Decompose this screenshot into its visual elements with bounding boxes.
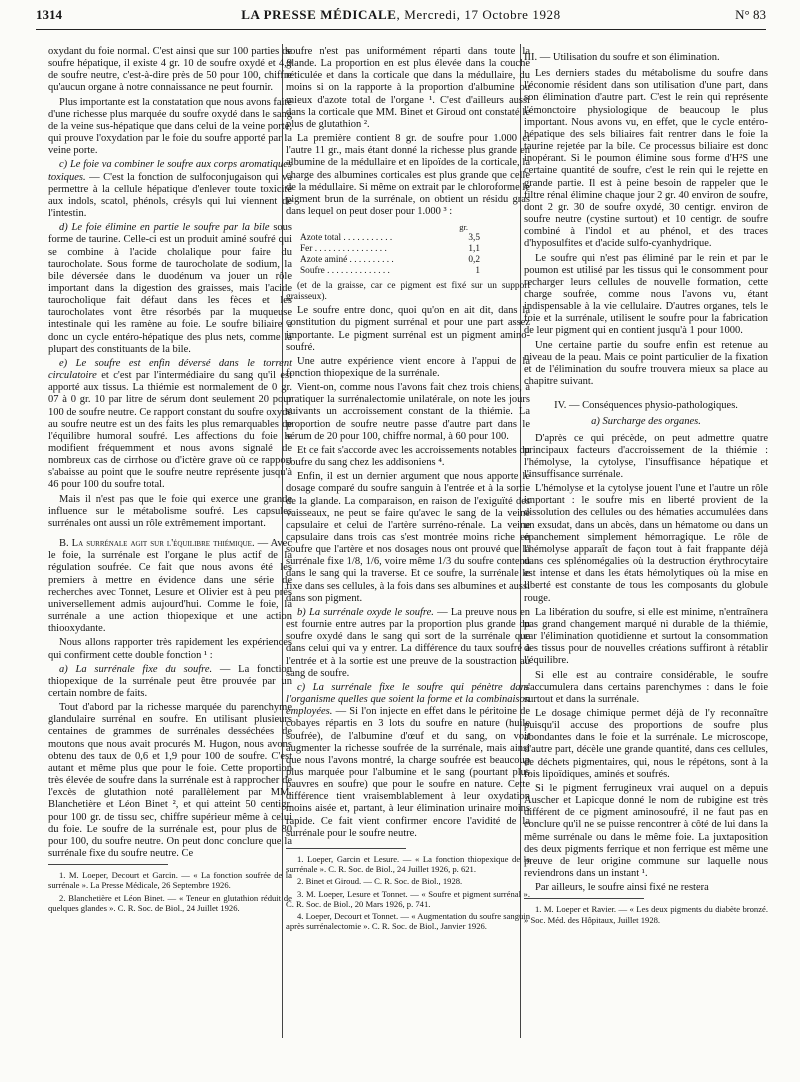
table-value: 0,2 [468, 255, 480, 266]
paragraph: Le soufre entre donc, quoi qu'on en ait dit, dans la constitution du pigment surrénal et pour une part assez importante. Le pigment surrénal est un pigment amino-soufré. [286, 305, 530, 353]
section-heading-4: IV. — Conséquences physio-pathologiques. [554, 400, 738, 412]
item-heading: Le foie élimine en partie le soufre par la bile [71, 222, 270, 234]
table-row [300, 244, 480, 255]
paragraph: Une certaine partie du soufre enfin est retenue au niveau de la peau. Mais ce point particulier de la fixation et de l'élimination du soufre trouvera mieux sa place au chapitre suivant. [524, 339, 768, 388]
journal-title-line [36, 7, 766, 23]
paragraph: Plus importante est la constatation que nous avons faite d'une richesse plus marquée du soufre oxydé dans le sang de la veine sus-hépatique que dans celui de la veine porte, qui prouve l'oxydation par le foie du soufre apporté par la veine porte. [48, 96, 292, 157]
footnote-rule [48, 864, 168, 865]
journal-title: LA PRESSE MÉDICALE [241, 7, 397, 22]
page-header [36, 7, 766, 31]
table-unit: gr. [459, 222, 468, 233]
footnote: 1. M. Loeper et Ravier. — « Les deux pigments du diabète bronzé. » Soc. Méd. des Hôpitaux, Juillet 1928. [524, 904, 768, 925]
column-2 [286, 46, 530, 933]
item-label: e) [59, 357, 68, 369]
item-heading: La surrénale fixe le soufre qui pénètre dans l'organisme quelles que soient la forme et la combinaison employées. [286, 681, 531, 718]
page-number: 1314 [36, 7, 62, 22]
subsection-heading: a) Surcharge des organes. [591, 416, 701, 428]
item-label: b) [297, 606, 306, 618]
item-text: — La preuve nous en est fournie entre autres par la proportion plus grande du soufre oxydé dans le sang qui sort de la surrénale que dans celui qui va y entrer. La différence du taux soufré à l'entrée et à la sortie est une preuve de la soustraction au sang de soufre. [286, 606, 530, 679]
paragraph: Mais il n'est pas que le foie qui exerce une grande influence sur le métabolisme soufré. Les capsules surrénales ont aussi un rôle extrêmement important. [48, 493, 292, 529]
footnote: 4. Loeper, Decourt et Tonnet. — « Augmentation du soufre sanguin après surrénalectomie ». C. R. Soc. de Biol., Janvier 1926. [286, 910, 530, 932]
footnote: 2. Blanchetière et Léon Binet. — « Teneur en glutathion réduit de quelques glandes ». C. R. Soc. de Biol., 24 Juillet 1926. [48, 892, 292, 913]
table-label: Azote aminé . . . . . . . . . . [300, 255, 394, 266]
footnote: 2. Binet et Giroud. — C. R. Soc. de Biol., 1928. [297, 876, 463, 887]
paragraph: Nous allons rapporter très rapidement les expériences qui confirment cette double fonction ¹ : [48, 637, 292, 661]
table-note: (et de la graisse, car ce pigment est fixé sur un support graisseux). [286, 281, 530, 303]
issue-number: N° 83 [735, 7, 766, 22]
paragraph: Si le pigment ferrugineux vrai auquel on a depuis Auscher et Lapicque donné le nom de rubigine est très différent de ce pigment aminosoufré, il ne faut pas en conclure qu'il ne se puisse rencontrer à côté de lui dans la même surrénale ou dans le même foie. La juxtaposition des deux pigments ferrique et non ferrique est même une preuve de leur origine commune sur laquelle nous reviendrons dans un instant ¹. [524, 782, 768, 879]
paragraph: Par ailleurs, le soufre ainsi fixé ne restera [535, 882, 709, 894]
item-heading: La surrénale fixe du soufre. [75, 663, 213, 675]
paragraph: soufre n'est pas uniformément réparti dans toute la glande. La proportion en est plus élevée dans la couche réticulée et dans la corticale que dans la médullaire, du moins si on la rapporte à la proportion d'albumine ou mieux d'azote total de l'organe ¹. C'est d'ailleurs aussi dans la corticale que MM. Binet et Giroud ont constaté le plus de glutathion ². [286, 46, 530, 130]
item-heading: Le foie va combiner le soufre aux corps aromatiques toxiques. [48, 159, 293, 183]
table-label: Soufre . . . . . . . . . . . . . . [300, 266, 390, 277]
paragraph [48, 358, 292, 492]
footnote: 1. M. Loeper, Decourt et Garcin. — « La fonction soufrée de la surrénale ». La Presse Médicale, 26 Septembre 1926. [48, 870, 292, 891]
paragraph [286, 682, 530, 840]
paragraph: La libération du soufre, si elle est minime, n'entraînera pas grand changement marqué ni durable de la thiémie, car l'élimination quotidienne et surtout la consommation des tissus pour de nouvelles créations suffiront à rétablir l'équilibre. [524, 606, 768, 667]
paragraph: Le dosage chimique permet déjà de l'y reconnaître puisqu'il accuse des proportions de soufre plus abondantes dans le foie et la surrénale. Le microscope, d'autre part, décèle une grande quantité, dans ces cellules, de déchets pigmentaires, qui, nous le répétons, sont à la fois lipoïdiques, aminés et soufrés. [524, 707, 768, 780]
column-3 [524, 46, 768, 927]
table-label: Fer . . . . . . . . . . . . . . . . [300, 244, 387, 255]
paragraph: Vient-on, comme nous l'avons fait chez trois chiens, à pratiquer la surrénalectomie unilatérale, on note les jours suivants un accroissement constant de la thiémie. La proportion de soufre neutre passe d'autre part dans le sérum de 20 pour 100, chiffre normal, à 60 pour 100. [286, 382, 530, 442]
paragraph: D'après ce qui précède, on peut admettre quatre principaux facteurs d'accroissement de la thiémie : l'hémolyse, la cytolyse, l'insuffisance hépatique et l'insuffisance surrénale. [524, 432, 768, 480]
footnote: 1. Loeper, Garcin et Lesure. — « La fonction thiopexique de la surrénale ». C. R. Soc. de Biol., 24 Juillet 1926, p. 621. [286, 853, 530, 875]
paragraph: Le soufre qui n'est pas éliminé par le rein et par le poumon est utilisé par les tissus qui le consomment pour recharger leurs cellules de nouvelle formation, cette charge soufrée, comme nous l'avons vu, étant indispensable à la vie cellulaire. D'autres organes, tels le foie et la surrénale, utilisent le soufre pour la fabrication de leur pigment qui en contient jusqu'à 1 pour 1000. [524, 252, 768, 337]
table-value: 3,5 [468, 233, 480, 244]
paragraph: Enfin, il est un dernier argument que nous apporte le dosage comparé du soufre sanguin à l'entrée et à la sortie de la glande. La comparaison, en raison de l'exiguïté des vaisseaux, ne peut se faire qu'avec le sang de la veine capsulaire et celui de l'artère surréno-rénale. La veine capsulaire dans trois cas s'est montrée moins riche en soufre que l'artère et nos dosages nous ont prouvé que la surrénale fixe 1/8, 1/6, voire même 1/3 du soufre contenu dans le sang qui la traverse. Et ce soufre, la surrénale le fixe dans ses cellules, à la fois dans ses albumines et aussi dans son pigment. [286, 471, 530, 604]
paragraph [286, 607, 530, 680]
item-text: et c'est par l'intermédiaire du sang qu'il est apporté aux tissus. La thiémie est normalement de 0 gr. 07 à 0 gr. 10 par litre de sérum dont seulement 20 pour 100 de soufre neutre. Ce rapport constant du soufre oxydé au soufre neutre est un des faits les plus remarquables de l'équilibre humoral soufré. Les affections du foie le modifient fréquemment et nous avons signalé de nombreux cas de cirrhose ou d'ictère grave où ce rapport s'abaisse au point que le soufre neutre représente jusqu'à 46 pour 100 du soufre total. [48, 370, 292, 491]
section-heading: B. La surrénale agit sur l'équilibre thiémique. [59, 538, 255, 550]
paragraph: La première contient 8 gr. de soufre pour 1.000 et l'autre 11 gr., mais étant donné la richesse plus grande en albumine de la médullaire et en lipoïdes de la corticale, la charge des albumines corticales est plus grande que celle de la médullaire. Si même on extrait par le chloroforme le pigment brun de la surrénale, on obtient un résidu gras dans lequel on peut doser pour 1.000 ³ : [286, 133, 530, 218]
paragraph: Si elle est au contraire considérable, le soufre s'accumulera dans certains parenchymes : dans le foie surtout et dans la surrénale. [524, 669, 768, 705]
table-row [300, 266, 480, 277]
item-text: — Si l'on injecte en effet dans le péritoine de cobayes répartis en 3 lots du soufre en nature (huile soufrée), de l'albumine d'œuf et du sang, on voit augmenter la richesse soufrée de la surrénale, mais ainsi que nous l'avons montré, la charge soufrée est beaucoup plus marquée pour l'albumine et le sang (pourtant plus pauvres en soufre) que pour le soufre en nature. Cette différence tient vraisemblablement à leur oxydation moins aisée et, partant, à leur élimination urinaire moins rapide. Ce fait vient confirmer encore l'avidité de la surrénale pour le soufre neutre. [286, 706, 530, 839]
item-heading: Le soufre est enfin déversé dans le torrent circulatoire [48, 357, 293, 382]
paragraph: Et ce fait s'accorde avec les accroissements notables du soufre du sang chez les addisoniens ⁴. [286, 444, 530, 469]
item-label: c) [297, 681, 306, 693]
column-1 [48, 46, 292, 915]
composition-table [300, 222, 480, 277]
table-value: 1,1 [468, 244, 480, 255]
item-label: d) [59, 222, 68, 234]
table-label: Azote total . . . . . . . . . . . [300, 233, 393, 244]
paragraph [48, 159, 292, 220]
item-label: a) [59, 663, 68, 675]
section-heading-3: III. — Utilisation du soufre et son élimination. [524, 52, 720, 63]
item-text: sous forme de taurine. Celle-ci est un produit aminé soufré qui se combine à l'acide cholalique pour faire du taurocholate. Sous forme de taurocholate de sodium, la bile déversée dans le duodénum va jouer un rôle important dans la digestion des graisses, mais l'acide taurocholique fait défaut dans les fèces et les taurocholates vont être résorbés par la muqueuse intestinale qui les ramène au foie. Le soufre biliaire a donc un cycle entéro-hépatique des plus nets, comme la plupart des constituants de la bile. [48, 222, 293, 355]
paragraph: Tout d'abord par la richesse marquée du parenchyme glandulaire surrénal en soufre. En utilisant plusieurs centaines de grammes de surrénales desséchées de moutons que nous avait procurés M. Hugon, nous avons obtenu des taux de 0,6 et 1,9 pour 100 de soufre. C'est autant et même plus que pour le foie. Cette proportion très élevée de soufre dans la surrénale est à rapprocher de l'excès de glutathion noté parallèlement par MM. Blanchetière et Léon Binet ², et qui atteint 50 centigr. pour 100 gr. de tissu sec, chiffre supérieur même à celui du foie. Le soufre de la surrénale est, pour plus de 80 pour 100, du soufre neutre. On peut donc conclure que la surrénale fixe du soufre neutre. Ce [48, 702, 292, 859]
table-value: 1 [475, 266, 480, 277]
footnote: 3. M. Loeper, Lesure et Tonnet. — « Soufre et pigment surrénal ». C. R. Soc. de Biol., 20 Mars 1926, p. 741. [286, 888, 530, 909]
paragraph: Les derniers stades du métabolisme du soufre dans l'économie résident dans son utilisation d'une part, dans son élimination d'autre part. C'est le rein qui représente l'émonctoire physiologique de beaucoup le plus important. Nous avons vu, en effet, que le cycle entéro-hépatique des sels biliaires fait rentrer dans le foie la taurine rejetée par la bile. Ce processus biliaire est donc inopérant. Si le poumon élimine sous forme d'H²S une certaine quantité de soufre, c'est le rein qui le rejette en grande partie. Il est à peine besoin de rappeler que le filtre rénal élimine chaque jour 2 gr. 40 environ de soufre, dont 2 gr. 30 de soufre oxydé, 30 centigr. environ de soufre neutre (cystine surtout) et 10 centigr. de soufre combiné à l'indol et au phénol, et des traces d'hyposulfites et d'acide sulfo-cyanhydrique. [524, 68, 768, 250]
item-heading: La surrénale oxyde le soufre. [309, 606, 434, 618]
table-row [300, 255, 480, 266]
paragraph: Une autre expérience vient encore à l'appui de la fonction thiopexique de la surrénale. [286, 355, 530, 379]
section-text: — Avec le foie, la surrénale est l'organe le plus actif de la régulation soufrée. Ce fait que nous avons été les premiers à mettre en évidence dans une série de recherches avec Tonnet, Lesure et Olivier est à peu près universellement admis aujourd'hui. Comme le foie, la surrénale a une action thiopexique et une action thiooxydante. [48, 538, 292, 635]
table-row [300, 233, 480, 244]
issue-date: , Mercredi, 17 Octobre 1928 [396, 7, 561, 22]
footnote-rule [286, 848, 406, 849]
paragraph [48, 664, 292, 700]
header-rule [36, 29, 766, 30]
item-text: — La fonction thiopexique de la surrénale peut être prouvée par un certain nombre de faits. [48, 663, 292, 699]
paragraph: L'hémolyse et la cytolyse jouent l'une et l'autre un rôle important : le soufre mis en liberté provient de la dissolution des cellules ou des hématies accumulées dans un exsudat, dans un abcès, dans un hématome ou dans un épanchement simplement hémorragique. Le rôle de l'hémolyse apparaît de façon tout à fait frappante déjà dans ces splénomégalies où la destruction érythrocytaire est intense et dans les états hémolytiques où la mise en liberté est constante de tous les composants du globule rouge. [524, 483, 768, 604]
item-label: c) [59, 159, 68, 171]
paragraph [48, 222, 292, 356]
section-b [48, 538, 292, 635]
item-text: — C'est la fonction de sulfoconjugaison qui va permettre à la cellule hépatique d'enlever toute toxicité aux indols, scatol, phénols, crésyls qui lui viennent de l'intestin. [48, 171, 292, 220]
paragraph: oxydant du foie normal. C'est ainsi que sur 100 parties de soufre hépatique, il existe 4 gr. 10 de soufre oxydé et 4,9 de soufre neutre, c'est-à-dire près de 50 pour 100, chiffre qu'aucun organe à notre connaissance ne peut fournir. [48, 46, 292, 94]
footnote-rule [524, 898, 644, 899]
